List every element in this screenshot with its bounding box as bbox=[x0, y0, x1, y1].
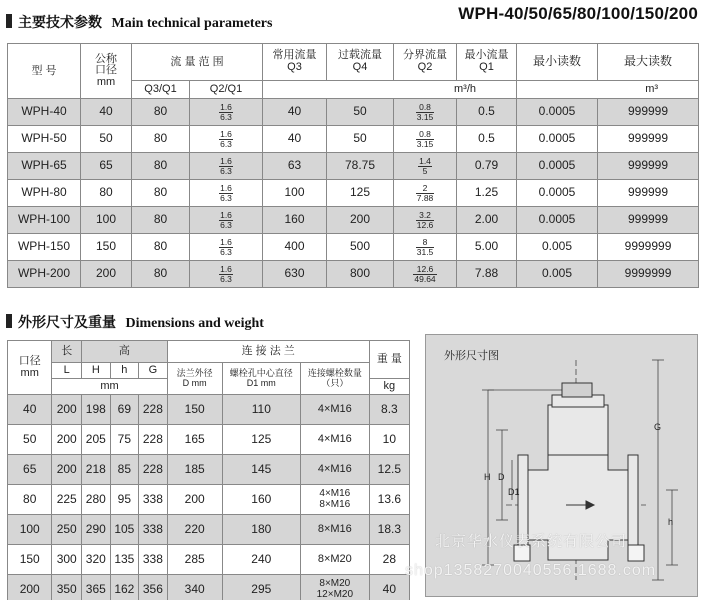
dim-title-en: Dimensions and weight bbox=[125, 316, 264, 331]
cell-dn: 40 bbox=[8, 395, 52, 425]
cell-q2q1 bbox=[190, 261, 263, 288]
dim-table-row bbox=[8, 575, 410, 600]
hdr-max-reading: 最大读数 bbox=[598, 44, 699, 81]
cell-q2q1-den: 6.3 bbox=[220, 165, 232, 176]
cell-bolts bbox=[300, 425, 369, 455]
hdr-q4-l2: Q4 bbox=[352, 61, 368, 73]
dhdr-flange-od-l2: D mm bbox=[182, 377, 207, 388]
cell-l: 200 bbox=[52, 425, 82, 455]
cell-q2 bbox=[394, 126, 457, 153]
tech-table-row bbox=[8, 99, 699, 126]
cell-g: 338 bbox=[139, 485, 168, 515]
cell-q2q1 bbox=[190, 180, 263, 207]
cell-d1: 240 bbox=[222, 545, 300, 575]
cell-q2q1-den: 6.3 bbox=[220, 111, 232, 122]
cell-q3: 630 bbox=[263, 261, 327, 288]
hdr-q3 bbox=[263, 44, 327, 81]
cell-q2q1 bbox=[190, 126, 263, 153]
cell-h: 75 bbox=[110, 425, 139, 455]
bolt-spec: 8×M20 bbox=[317, 552, 352, 565]
tech-section-title bbox=[18, 12, 272, 32]
dhdr-G: G bbox=[139, 363, 168, 379]
cell-q2q1-num: 1.6 bbox=[220, 210, 232, 220]
dim-table-row bbox=[8, 455, 410, 485]
cell-q2-num: 8 bbox=[416, 238, 435, 248]
dhdr-bolt-circle bbox=[222, 363, 300, 395]
cell-h: 95 bbox=[110, 485, 139, 515]
cell-bolts bbox=[300, 515, 369, 545]
cell-max-reading: 999999 bbox=[598, 207, 699, 234]
dhdr-height: 高 bbox=[82, 341, 168, 363]
cell-q3q1: 80 bbox=[132, 180, 190, 207]
cell-weight: 12.5 bbox=[369, 455, 409, 485]
cell-dn: 65 bbox=[8, 455, 52, 485]
cell-g: 338 bbox=[139, 515, 168, 545]
cell-d1: 110 bbox=[222, 395, 300, 425]
tech-table-row bbox=[8, 261, 699, 288]
cell-diameter: 100 bbox=[81, 207, 132, 234]
cell-diameter: 65 bbox=[81, 153, 132, 180]
cell-max-reading: 999999 bbox=[598, 126, 699, 153]
cell-q4: 500 bbox=[327, 234, 394, 261]
cell-q3: 40 bbox=[263, 99, 327, 126]
cell-dn: 150 bbox=[8, 545, 52, 575]
cell-d: 285 bbox=[167, 545, 222, 575]
tech-title-en: Main technical parameters bbox=[111, 16, 273, 31]
hdr-diameter bbox=[81, 44, 132, 99]
cell-g: 356 bbox=[139, 575, 168, 600]
cell-q4: 78.75 bbox=[327, 153, 394, 180]
bolt-spec: 4×M16 bbox=[317, 432, 352, 445]
cell-q2-num: 3.2 bbox=[416, 211, 435, 221]
cell-min-reading: 0.0005 bbox=[517, 180, 598, 207]
cell-q3: 40 bbox=[263, 126, 327, 153]
cell-q1: 1.25 bbox=[457, 180, 517, 207]
tech-title-cn: 主要技术参数 bbox=[18, 16, 102, 31]
cell-bolts bbox=[300, 575, 369, 600]
cell-q1: 2.00 bbox=[457, 207, 517, 234]
dhdr-weight: 重 量 bbox=[369, 341, 409, 379]
cell-weight: 8.3 bbox=[369, 395, 409, 425]
bolt-spec: 4×M16 bbox=[317, 402, 352, 415]
dhdr-h: h bbox=[110, 363, 139, 379]
cell-q4: 50 bbox=[327, 126, 394, 153]
cell-h: 162 bbox=[110, 575, 139, 600]
dhdr-flange: 连 接 法 兰 bbox=[167, 341, 369, 363]
cell-q4: 200 bbox=[327, 207, 394, 234]
cell-q2-num: 0.8 bbox=[416, 130, 435, 140]
cell-q3: 63 bbox=[263, 153, 327, 180]
cell-q2-den: 3.15 bbox=[416, 138, 434, 149]
dim-table-row bbox=[8, 425, 410, 455]
section-marker bbox=[6, 314, 12, 328]
hdr-q1 bbox=[457, 44, 517, 81]
model-range: WPH-40/50/65/80/100/150/200 bbox=[458, 4, 698, 23]
cell-bolts bbox=[300, 485, 369, 515]
cell-q3q1: 80 bbox=[132, 207, 190, 234]
cell-h: 85 bbox=[110, 455, 139, 485]
cell-max-reading: 9999999 bbox=[598, 234, 699, 261]
cell-g: 228 bbox=[139, 395, 168, 425]
cell-q1: 0.5 bbox=[457, 99, 517, 126]
cell-model: WPH-40 bbox=[8, 99, 81, 126]
dhdr-dn-l2: mm bbox=[20, 366, 39, 379]
dimension-diagram bbox=[425, 334, 698, 597]
cell-h: 69 bbox=[110, 395, 139, 425]
cell-q4: 800 bbox=[327, 261, 394, 288]
dim-table-row bbox=[8, 395, 410, 425]
cell-q2q1-num: 1.6 bbox=[220, 102, 232, 112]
diagram-label: 外形尺寸图 bbox=[444, 350, 499, 362]
cell-diameter: 80 bbox=[81, 180, 132, 207]
cell-q1: 7.88 bbox=[457, 261, 517, 288]
dim-label-D1: D1 bbox=[508, 487, 520, 497]
cell-d1: 180 bbox=[222, 515, 300, 545]
cell-q2-den: 31.5 bbox=[416, 246, 434, 257]
tech-table-row bbox=[8, 234, 699, 261]
dhdr-length: 长 bbox=[52, 341, 82, 363]
cell-q2-den: 5 bbox=[422, 165, 428, 176]
cell-model: WPH-50 bbox=[8, 126, 81, 153]
hdr-unit-flow: m³/h bbox=[263, 81, 517, 99]
dhdr-mm: mm bbox=[52, 379, 167, 395]
cell-d1: 145 bbox=[222, 455, 300, 485]
cell-max-reading: 9999999 bbox=[598, 261, 699, 288]
cell-bolts bbox=[300, 395, 369, 425]
cell-q3q1: 80 bbox=[132, 234, 190, 261]
cell-h: 218 bbox=[82, 455, 111, 485]
cell-l: 200 bbox=[52, 455, 82, 485]
dim-label-h: h bbox=[668, 517, 674, 527]
hdr-q3q1: Q3/Q1 bbox=[132, 81, 190, 99]
tech-table-row bbox=[8, 180, 699, 207]
cell-min-reading: 0.0005 bbox=[517, 126, 598, 153]
hdr-q3-l2: Q3 bbox=[287, 61, 302, 73]
cell-weight: 13.6 bbox=[369, 485, 409, 515]
cell-l: 300 bbox=[52, 545, 82, 575]
cell-q2q1-num: 1.6 bbox=[220, 237, 232, 247]
dhdr-bolt-count-l1: 连接螺栓数量 bbox=[307, 368, 362, 379]
hdr-q1-l1: 最小流量 bbox=[464, 49, 509, 62]
cell-q2q1-num: 1.6 bbox=[220, 129, 232, 139]
cell-h: 320 bbox=[82, 545, 111, 575]
dhdr-bolt-circle-l1: 螺栓孔中心直径 bbox=[229, 368, 293, 379]
cell-q2-den: 3.15 bbox=[416, 111, 434, 122]
cell-q2q1 bbox=[190, 234, 263, 261]
cell-h: 198 bbox=[82, 395, 111, 425]
cell-weight: 18.3 bbox=[369, 515, 409, 545]
hdr-unit-reading: m³ bbox=[517, 81, 699, 99]
cell-h: 280 bbox=[82, 485, 111, 515]
cell-d: 340 bbox=[167, 575, 222, 600]
tech-table-row bbox=[8, 153, 699, 180]
cell-weight: 28 bbox=[369, 545, 409, 575]
dim-title-cn: 外形尺寸及重量 bbox=[18, 316, 116, 331]
hdr-q2q1: Q2/Q1 bbox=[190, 81, 263, 99]
cell-min-reading: 0.0005 bbox=[517, 207, 598, 234]
cell-model: WPH-100 bbox=[8, 207, 81, 234]
cell-q2 bbox=[394, 153, 457, 180]
cell-q2 bbox=[394, 207, 457, 234]
cell-q1: 0.79 bbox=[457, 153, 517, 180]
cell-d: 150 bbox=[167, 395, 222, 425]
cell-q2-den: 7.88 bbox=[416, 192, 434, 203]
cell-d: 220 bbox=[167, 515, 222, 545]
cell-diameter: 50 bbox=[81, 126, 132, 153]
cell-q2q1-den: 6.3 bbox=[220, 138, 232, 149]
cell-q2 bbox=[394, 180, 457, 207]
cell-min-reading: 0.0005 bbox=[517, 153, 598, 180]
cell-q2-num: 12.6 bbox=[413, 265, 436, 275]
dimensions-table bbox=[7, 340, 410, 600]
cell-q1: 0.5 bbox=[457, 126, 517, 153]
cell-max-reading: 999999 bbox=[598, 153, 699, 180]
cell-h: 105 bbox=[110, 515, 139, 545]
watermark-shop-url: shop1358270040556.1688.com bbox=[405, 562, 657, 579]
bolt-spec: 4×M16 bbox=[317, 462, 352, 475]
bolt-spec: 8×M16 bbox=[317, 522, 352, 535]
cell-min-reading: 0.005 bbox=[517, 261, 598, 288]
cell-h: 290 bbox=[82, 515, 111, 545]
dhdr-flange-od bbox=[167, 363, 222, 395]
hdr-min-reading: 最小读数 bbox=[517, 44, 598, 81]
cell-q3: 160 bbox=[263, 207, 327, 234]
hdr-q4-l1: 过载流量 bbox=[338, 49, 383, 62]
cell-l: 225 bbox=[52, 485, 82, 515]
dhdr-bolt-circle-l2: D1 mm bbox=[246, 377, 276, 388]
cell-q2q1-den: 6.3 bbox=[220, 192, 232, 203]
cell-q4: 50 bbox=[327, 99, 394, 126]
dhdr-bolt-count-l2: （只） bbox=[321, 377, 349, 388]
cell-q4: 125 bbox=[327, 180, 394, 207]
cell-q2q1 bbox=[190, 207, 263, 234]
dim-label-G: G bbox=[654, 422, 662, 432]
cell-q2-den: 12.6 bbox=[416, 219, 434, 230]
cell-q2q1-num: 1.6 bbox=[220, 264, 232, 274]
tech-table-row bbox=[8, 126, 699, 153]
watermark-company: 北京华水仪表系统有限公司 bbox=[435, 533, 628, 550]
dim-section-title bbox=[18, 312, 264, 332]
cell-model: WPH-200 bbox=[8, 261, 81, 288]
cell-q3q1: 80 bbox=[132, 261, 190, 288]
cell-h: 205 bbox=[82, 425, 111, 455]
cell-dn: 200 bbox=[8, 575, 52, 600]
hdr-q1-l2: Q1 bbox=[479, 61, 494, 73]
cell-dn: 100 bbox=[8, 515, 52, 545]
cell-g: 338 bbox=[139, 545, 168, 575]
cell-l: 200 bbox=[52, 395, 82, 425]
cell-g: 228 bbox=[139, 425, 168, 455]
cell-q3q1: 80 bbox=[132, 126, 190, 153]
dhdr-flange-od-l1: 法兰外径 bbox=[176, 368, 213, 379]
cell-model: WPH-150 bbox=[8, 234, 81, 261]
dim-label-H: H bbox=[484, 472, 491, 482]
cell-bolts bbox=[300, 455, 369, 485]
bolt-spec: 8×M20 bbox=[319, 578, 351, 589]
hdr-model: 型 号 bbox=[8, 44, 81, 99]
bolt-spec: 4×M16 bbox=[319, 488, 351, 499]
cell-d1: 125 bbox=[222, 425, 300, 455]
cell-min-reading: 0.005 bbox=[517, 234, 598, 261]
hdr-q3-l1: 常用流量 bbox=[272, 49, 317, 62]
cell-g: 228 bbox=[139, 455, 168, 485]
cell-d: 200 bbox=[167, 485, 222, 515]
cell-bolts bbox=[300, 545, 369, 575]
cell-diameter: 200 bbox=[81, 261, 132, 288]
dhdr-kg: kg bbox=[369, 379, 409, 395]
cell-q2 bbox=[394, 234, 457, 261]
cell-q2q1 bbox=[190, 99, 263, 126]
tech-table-row bbox=[8, 207, 699, 234]
hdr-q2-l1: 分界流量 bbox=[403, 49, 448, 62]
hdr-q2-l2: Q2 bbox=[417, 61, 433, 73]
hdr-diameter-l3: mm bbox=[96, 75, 116, 88]
hdr-diameter-l1: 公称 bbox=[95, 52, 117, 65]
cell-dn: 80 bbox=[8, 485, 52, 515]
cell-max-reading: 999999 bbox=[598, 180, 699, 207]
cell-diameter: 40 bbox=[81, 99, 132, 126]
section-marker bbox=[6, 14, 12, 28]
cell-q2 bbox=[394, 261, 457, 288]
cell-d: 165 bbox=[167, 425, 222, 455]
cell-q2 bbox=[394, 99, 457, 126]
tech-params-table bbox=[7, 43, 699, 288]
bolt-spec: 12×M20 bbox=[316, 588, 354, 600]
cell-model: WPH-80 bbox=[8, 180, 81, 207]
hdr-flow-range: 流 量 范 围 bbox=[132, 44, 263, 81]
cell-d: 185 bbox=[167, 455, 222, 485]
cell-h: 135 bbox=[110, 545, 139, 575]
cell-q2q1-den: 6.3 bbox=[220, 219, 232, 230]
cell-model: WPH-65 bbox=[8, 153, 81, 180]
hdr-diameter-l2: 口径 bbox=[95, 64, 117, 77]
cell-diameter: 150 bbox=[81, 234, 132, 261]
dim-table-row bbox=[8, 515, 410, 545]
dhdr-dn-l1: 口径 bbox=[18, 354, 41, 367]
dhdr-bolt-count bbox=[300, 363, 369, 395]
cell-l: 250 bbox=[52, 515, 82, 545]
dim-table-row bbox=[8, 545, 410, 575]
bolt-spec: 8×M16 bbox=[319, 498, 351, 510]
cell-max-reading: 999999 bbox=[598, 99, 699, 126]
cell-q3: 400 bbox=[263, 234, 327, 261]
cell-min-reading: 0.0005 bbox=[517, 99, 598, 126]
meter-drawing bbox=[426, 335, 699, 598]
dhdr-H: H bbox=[82, 363, 111, 379]
cell-q3: 100 bbox=[263, 180, 327, 207]
cell-q2-num: 1.4 bbox=[419, 156, 431, 166]
hdr-q2 bbox=[394, 44, 457, 81]
cell-q2q1-den: 6.3 bbox=[220, 273, 232, 284]
dim-label-D: D bbox=[498, 472, 505, 482]
cell-q2q1-den: 6.3 bbox=[220, 246, 232, 257]
cell-weight: 10 bbox=[369, 425, 409, 455]
cell-q3q1: 80 bbox=[132, 99, 190, 126]
cell-l: 350 bbox=[52, 575, 82, 600]
hdr-q4 bbox=[327, 44, 394, 81]
cell-h: 365 bbox=[82, 575, 111, 600]
cell-q2-num: 2 bbox=[416, 184, 435, 194]
dhdr-L: L bbox=[52, 363, 82, 379]
dim-table-row bbox=[8, 485, 410, 515]
cell-q2q1-num: 1.6 bbox=[220, 156, 232, 166]
cell-d1: 160 bbox=[222, 485, 300, 515]
cell-q3q1: 80 bbox=[132, 153, 190, 180]
cell-q2q1 bbox=[190, 153, 263, 180]
cell-weight: 40 bbox=[369, 575, 409, 600]
cell-q2q1-num: 1.6 bbox=[220, 183, 232, 193]
dhdr-dn bbox=[8, 341, 52, 395]
cell-d1: 295 bbox=[222, 575, 300, 600]
cell-dn: 50 bbox=[8, 425, 52, 455]
cell-q2-num: 0.8 bbox=[416, 103, 435, 113]
cell-q1: 5.00 bbox=[457, 234, 517, 261]
cell-q2-den: 49.64 bbox=[414, 273, 436, 284]
